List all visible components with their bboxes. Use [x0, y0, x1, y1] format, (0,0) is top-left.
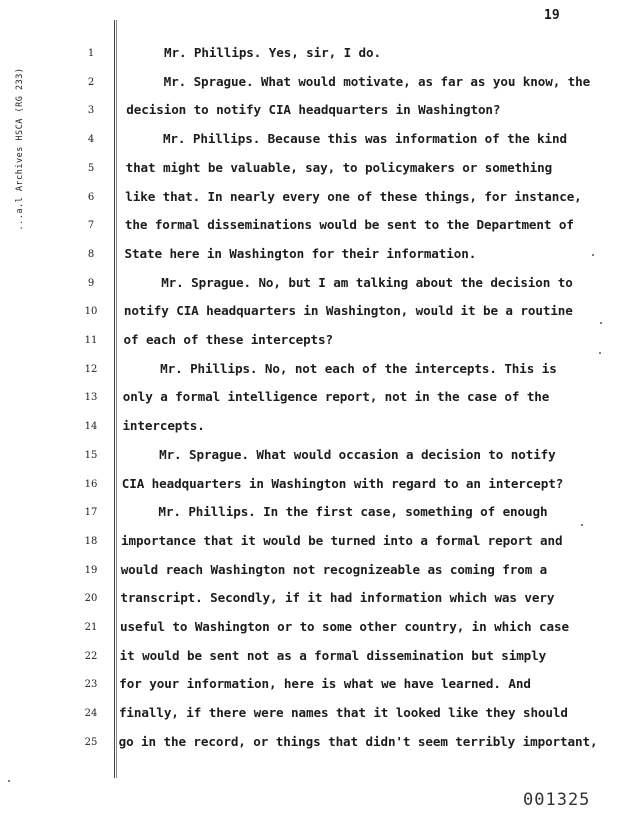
line-text: Mr. Sprague. What would motivate, as far as you know, the: [163, 73, 591, 89]
line-text: transcript. Secondly, if it had information which was very: [120, 590, 555, 606]
transcript-line: [0, 215, 638, 237]
line-number: 20: [84, 593, 98, 605]
line-number: 17: [84, 507, 98, 519]
scan-speck: [8, 780, 10, 782]
transcript-line: [0, 646, 638, 668]
transcript-line: [0, 732, 638, 754]
line-text: notify CIA headquarters in Washington, would it be a routine: [123, 303, 573, 319]
page-number: 19: [544, 8, 560, 23]
line-number: 4: [87, 134, 95, 146]
transcript-line: [0, 330, 638, 352]
line-text: Mr. Phillips. In the first case, something of enough: [158, 504, 548, 520]
transcript-line: [0, 43, 638, 65]
line-number: 10: [84, 306, 98, 318]
transcript-line: [0, 617, 638, 639]
scan-speck: [592, 254, 594, 256]
line-number: 19: [84, 564, 98, 576]
transcript-line: [0, 72, 638, 94]
line-number: 1: [87, 48, 95, 59]
line-text: for your information, here is what we have learned. And: [119, 676, 531, 692]
line-number: 9: [87, 277, 95, 289]
transcript-line: [0, 560, 638, 582]
transcript-line: [0, 187, 638, 209]
line-number: 5: [87, 162, 95, 174]
line-text: CIA headquarters in Washington with regard to an intercept?: [121, 475, 564, 491]
line-number: 21: [84, 622, 98, 633]
transcript-line: [0, 502, 638, 524]
transcript-line: [0, 474, 638, 496]
line-text: finally, if there were names that it looked like they should: [118, 705, 568, 721]
transcript-line: [0, 445, 638, 467]
transcript-line: [0, 301, 638, 323]
line-number: 11: [84, 335, 98, 346]
line-text: State here in Washington for their information.: [124, 245, 477, 261]
line-number: 7: [87, 220, 95, 232]
bates-number: 001325: [523, 790, 591, 810]
line-text: the formal disseminations would be sent to the Department of: [124, 217, 574, 233]
transcript-line: [0, 588, 638, 610]
line-number: 24: [84, 708, 98, 720]
line-number: 8: [87, 248, 95, 260]
line-text: that might be valuable, say, to policymakers or something: [125, 159, 553, 175]
transcript-line: [0, 273, 638, 295]
line-text: like that. In nearly every one of these things, for instance,: [125, 188, 582, 204]
line-number: 25: [84, 736, 98, 748]
transcript-line: [0, 100, 638, 122]
line-number: 15: [84, 449, 98, 461]
transcript-line: [0, 359, 638, 381]
line-number: 6: [87, 191, 95, 203]
line-number: 3: [87, 105, 95, 117]
line-number: 2: [87, 76, 95, 88]
line-text: decision to notify CIA headquarters in Washington?: [126, 102, 501, 118]
line-text: Mr. Sprague. No, but I am talking about the decision to: [161, 274, 573, 290]
transcript-line: [0, 129, 638, 151]
line-text: would reach Washington not recognizeable as coming from a: [120, 561, 548, 577]
line-text: intercepts.: [122, 418, 205, 434]
archive-stamp: ...a.l Archives HSCA (RG 233): [15, 67, 25, 231]
line-text: go in the record, or things that didn't seem terribly important,: [118, 733, 598, 749]
line-text: only a formal intelligence report, not in the case of the: [122, 389, 550, 405]
line-number: 22: [84, 650, 98, 662]
line-text: it would be sent not as a formal dissemination but simply: [119, 647, 547, 663]
line-number: 14: [84, 421, 98, 433]
transcript-line: [0, 674, 638, 696]
scan-speck: [600, 322, 602, 324]
line-text: of each of these intercepts?: [123, 332, 333, 347]
line-text: Mr. Phillips. No, not each of the intercepts. This is: [160, 360, 557, 376]
line-number: 23: [84, 679, 98, 691]
transcript-line: [0, 158, 638, 180]
line-text: importance that it would be turned into a formal report and: [121, 532, 563, 548]
scan-speck: [599, 352, 601, 354]
line-text: Mr. Phillips. Yes, sir, I do.: [164, 45, 381, 60]
line-text: Mr. Phillips. Because this was information of the kind: [162, 131, 567, 147]
line-number: 16: [84, 478, 98, 490]
line-text: useful to Washington or to some other country, in which case: [120, 619, 569, 634]
scan-speck: [581, 524, 583, 526]
line-number: 13: [84, 392, 98, 404]
transcript-line: [0, 416, 638, 438]
transcript-line: [0, 703, 638, 725]
line-text: Mr. Sprague. What would occasion a decision to notify: [159, 446, 556, 462]
line-number: 12: [84, 363, 98, 375]
line-number: 18: [84, 535, 98, 547]
transcript-line: [0, 531, 638, 553]
transcript-line: [0, 244, 638, 266]
transcript-line: [0, 387, 638, 409]
